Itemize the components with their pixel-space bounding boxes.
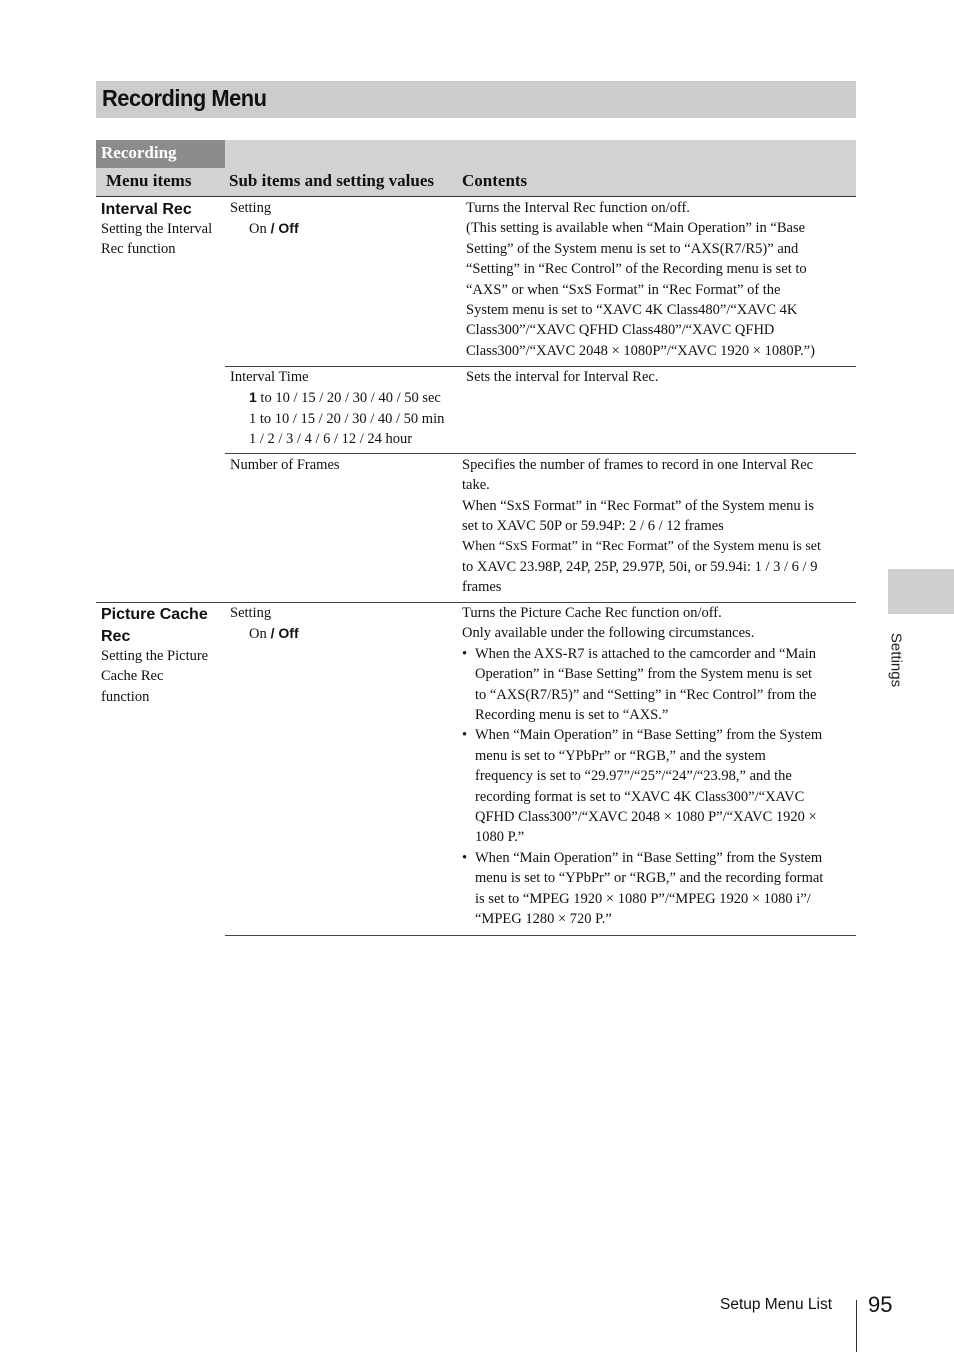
row-divider: [225, 453, 856, 454]
contents-number-of-frames: [462, 455, 856, 598]
contents-setting: [466, 198, 856, 361]
contents-line: frames: [462, 579, 502, 596]
page-title: Recording Menu: [102, 85, 267, 111]
list-item-line: recording format is set to “XAVC 4K Class300”/“XAVC: [475, 788, 805, 805]
contents-line: Sets the interval for Interval Rec.: [466, 369, 659, 385]
value-separator: /: [266, 220, 279, 237]
contents-interval-time: [466, 367, 658, 387]
list-item: [462, 725, 856, 847]
menu-name: Recording: [101, 143, 177, 162]
value-separator: /: [266, 625, 279, 642]
item-title-picture-cache-rec: [101, 604, 208, 647]
setting-values: [230, 623, 299, 644]
interval-values-min: 1 to 10 / 15 / 20 / 30 / 40 / 50 min: [249, 410, 445, 427]
list-item-line: frequency is set to “29.97”/“25”/“24”/“23.98,” and the: [475, 768, 792, 785]
sub-item-number-of-frames: [230, 455, 340, 475]
item-description-picture-cache-rec: [101, 646, 208, 707]
contents-line: Only available under the following circumstances.: [462, 625, 755, 642]
contents-line: System menu is set to “XAVC 4K Class480”/“XAVC 4K: [466, 302, 798, 319]
contents-line: set to XAVC 50P or 59.94P: 2 / 6 / 12 frames: [462, 518, 724, 535]
sub-item-label: Number of Frames: [230, 457, 340, 473]
contents-line: to XAVC 23.98P, 24P, 25P, 29.97P, 50i, or 59.94i: 1 / 3 / 6 / 9: [462, 559, 818, 576]
contents-line: Turns the Picture Cache Rec function on/off.: [462, 605, 722, 621]
list-item-line: • When the AXS-R7 is attached to the camcorder and “Main: [475, 645, 817, 662]
description-line: function: [101, 688, 150, 705]
list-item-line: QFHD Class300”/“XAVC 2048 × 1080 P”/“XAVC 1920 ×: [475, 809, 817, 826]
conditions-list: [462, 644, 856, 930]
description-line: Cache Rec: [101, 668, 164, 685]
contents-line: Class300”/“XAVC QFHD Class480”/“XAVC QFHD: [466, 322, 775, 339]
list-item-line: is set to “MPEG 1920 × 1080 P”/“MPEG 1920 × 1080 i”/: [475, 890, 811, 907]
section-title-bar: [96, 81, 856, 118]
list-item-line: 1080 P.”: [475, 829, 525, 846]
contents-picture-cache-setting: [462, 603, 856, 930]
contents-line: Setting” of the System menu is set to “AXS(R7/R5)” and: [466, 240, 799, 257]
list-item: [462, 848, 856, 930]
item-title-interval-rec: Interval Rec: [101, 201, 192, 218]
list-item-line: “MPEG 1280 × 720 P.”: [475, 911, 612, 928]
item-description-interval-rec: [101, 219, 212, 260]
col-header-menu-items: Menu items: [106, 171, 192, 190]
sub-item-label: Setting: [230, 200, 272, 216]
sub-item-setting: [230, 198, 299, 240]
contents-line: (This setting is available when “Main Operation” in “Base: [466, 220, 806, 237]
setting-values: [230, 218, 299, 239]
header-rule: [96, 196, 856, 197]
list-item-line: • When “Main Operation” in “Base Setting” from the System: [475, 849, 823, 866]
side-section-label-text: Settings: [887, 632, 905, 688]
sub-item-setting: [230, 603, 299, 645]
list-item-line: Operation” in “Base Setting” from the System menu is set: [475, 666, 813, 683]
contents-line: “Setting” in “Rec Control” of the Recording menu is set to: [466, 261, 807, 278]
list-item-line: menu is set to “YPbPr” or “RGB,” and the system: [475, 747, 766, 764]
values-sec: to 10 / 15 / 20 / 30 / 40 / 50 sec: [256, 390, 441, 407]
col-header-contents: Contents: [462, 171, 528, 190]
contents-line: Class300”/“XAVC 2048 × 1080P”/“XAVC 1920 × 1080P.”): [466, 342, 815, 359]
contents-line: Specifies the number of frames to record in one Interval Rec: [462, 457, 814, 473]
contents-line: When “SxS Format” in “Rec Format” of the System menu is set: [462, 538, 821, 554]
title-line: Picture Cache: [101, 606, 208, 623]
value-default: 1: [249, 389, 257, 406]
col-header-sub-items: Sub items and setting values: [229, 171, 434, 190]
page-number: 95: [868, 1292, 893, 1317]
description-line: Rec function: [101, 241, 176, 258]
contents-line: Turns the Interval Rec function on/off.: [466, 200, 690, 216]
list-item-line: • When “Main Operation” in “Base Setting” from the System: [475, 727, 823, 744]
contents-line: take.: [462, 477, 490, 494]
value-on: On: [249, 626, 267, 643]
value-off-default: Off: [278, 625, 299, 642]
table-bottom-rule: [225, 935, 856, 936]
sub-item-label: Setting: [230, 605, 272, 621]
contents-line: When “SxS Format” in “Rec Format” of the System menu is: [462, 497, 814, 514]
description-line: Setting the Interval: [101, 221, 213, 237]
sub-item-label: Interval Time: [230, 369, 309, 385]
interval-values-hour: 1 / 2 / 3 / 4 / 6 / 12 / 24 hour: [249, 431, 413, 448]
footer-section-label: Setup Menu List: [720, 1296, 833, 1313]
list-item-line: Recording menu is set to “AXS.”: [475, 707, 669, 724]
title-line: Rec: [101, 627, 131, 645]
contents-line: “AXS” or when “SxS Format” in “Rec Format” of the: [466, 281, 781, 298]
list-item: [462, 644, 856, 726]
menu-name-tab: [96, 140, 225, 168]
footer-divider: [856, 1300, 857, 1352]
list-item-line: menu is set to “YPbPr” or “RGB,” and the recording format: [475, 870, 824, 887]
sub-item-interval-time: [230, 367, 444, 450]
side-section-tab: [888, 569, 954, 614]
value-off-default: Off: [278, 220, 299, 237]
table-header: [96, 140, 856, 197]
value-on: On: [249, 221, 267, 238]
list-item-line: to “AXS(R7/R5)” and “Setting” in “Rec Control” from the: [475, 686, 817, 703]
interval-values-sec: [230, 387, 444, 408]
description-line: Setting the Picture: [101, 648, 209, 664]
